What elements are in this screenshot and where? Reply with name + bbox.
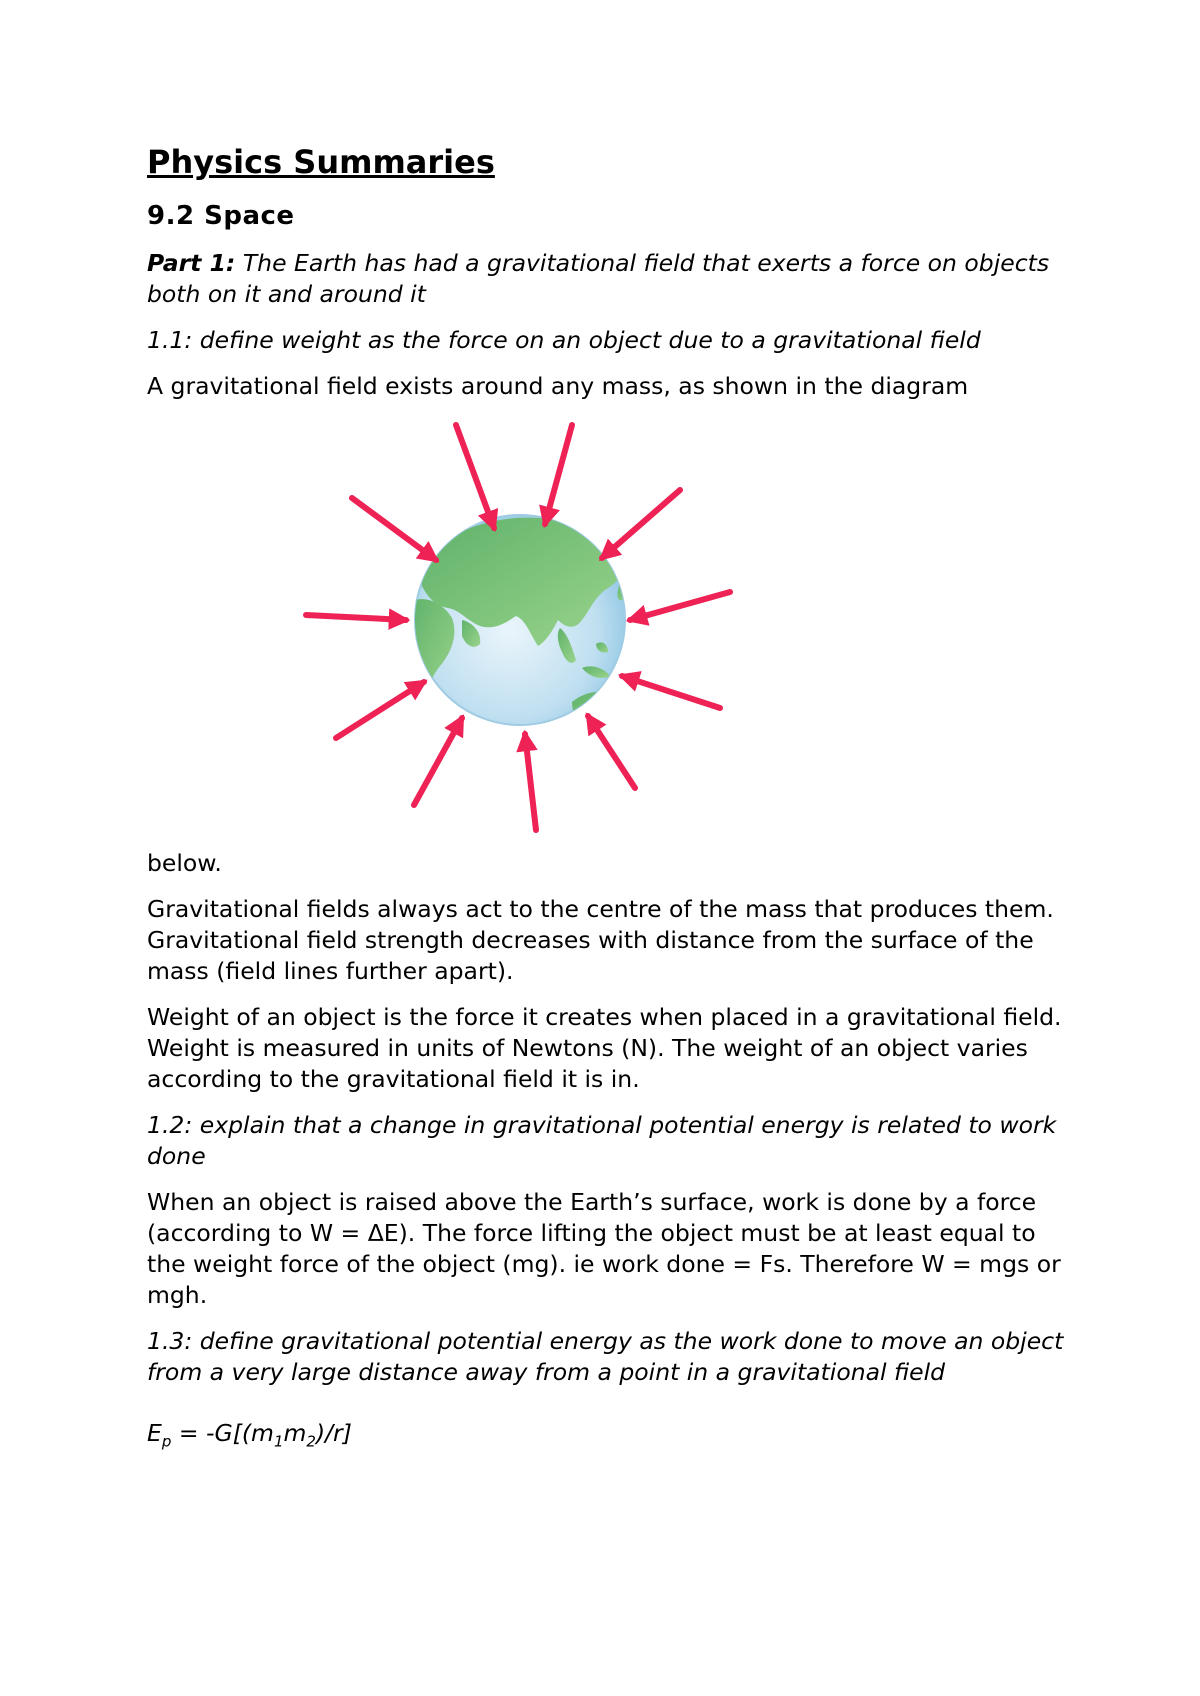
gravity-arrow-icon (414, 718, 462, 805)
gpe-formula: $E_p = -G[(m_1m_2)/r]$ (147, 1419, 352, 1451)
part-label: Part 1: (147, 249, 236, 277)
below-text: below. (147, 849, 222, 877)
page-title: Physics Summaries (147, 143, 495, 181)
gravity-arrow-icon (602, 490, 680, 558)
gravity-arrow-icon (588, 716, 635, 788)
dot-point-1-3: 1.3: define gravitational potential energy as the work done to move an object from a very large distance away from a point in a gravitational field (147, 1327, 1064, 1386)
gravity-arrow-icon (545, 425, 572, 524)
gravitational-field-diagram (290, 420, 750, 850)
earth-globe-icon (409, 515, 626, 728)
part-heading (147, 248, 1077, 310)
gravity-arrow-icon (525, 734, 536, 830)
weight-paragraph: Weight of an object is the force it creates when placed in a gravitational field. Weight is measured in units of Newtons (N). The weight of an object varies according to the gravitational field it is in. (147, 1003, 1062, 1093)
section-heading: 9.2 Space (147, 201, 295, 231)
gravity-arrow-icon (622, 676, 720, 708)
dot-point-1-1: 1.1: define weight as the force on an object due to a gravitational field (147, 326, 981, 354)
gravity-arrow-icon (306, 615, 406, 620)
document-body-continued (147, 848, 1077, 1464)
gravity-arrow-icon (630, 592, 730, 620)
document-body (147, 140, 1077, 417)
fields-act-paragraph: Gravitational fields always act to the centre of the mass that produces them. Gravitational field strength decreases with distance from the surface of the mass (field lines further apart). (147, 895, 1054, 985)
part-description: The Earth has had a gravitational field that exerts a force on objects both on it and around it (147, 249, 1050, 308)
gravity-arrow-icon (456, 425, 494, 528)
work-done-paragraph: When an object is raised above the Earth’s surface, work is done by a force (according to W = ΔE). The force lifting the object must be at least equal to the weight force of the object (mg). ie work done = Fs. Therefore W = mgs or mgh. (147, 1188, 1061, 1309)
field-intro-paragraph: A gravitational field exists around any mass, as shown in the diagram (147, 372, 969, 400)
gravity-arrow-icon (352, 498, 436, 560)
gravity-arrow-icon (336, 682, 424, 738)
dot-point-1-2: 1.2: explain that a change in gravitational potential energy is related to work done (147, 1111, 1057, 1170)
